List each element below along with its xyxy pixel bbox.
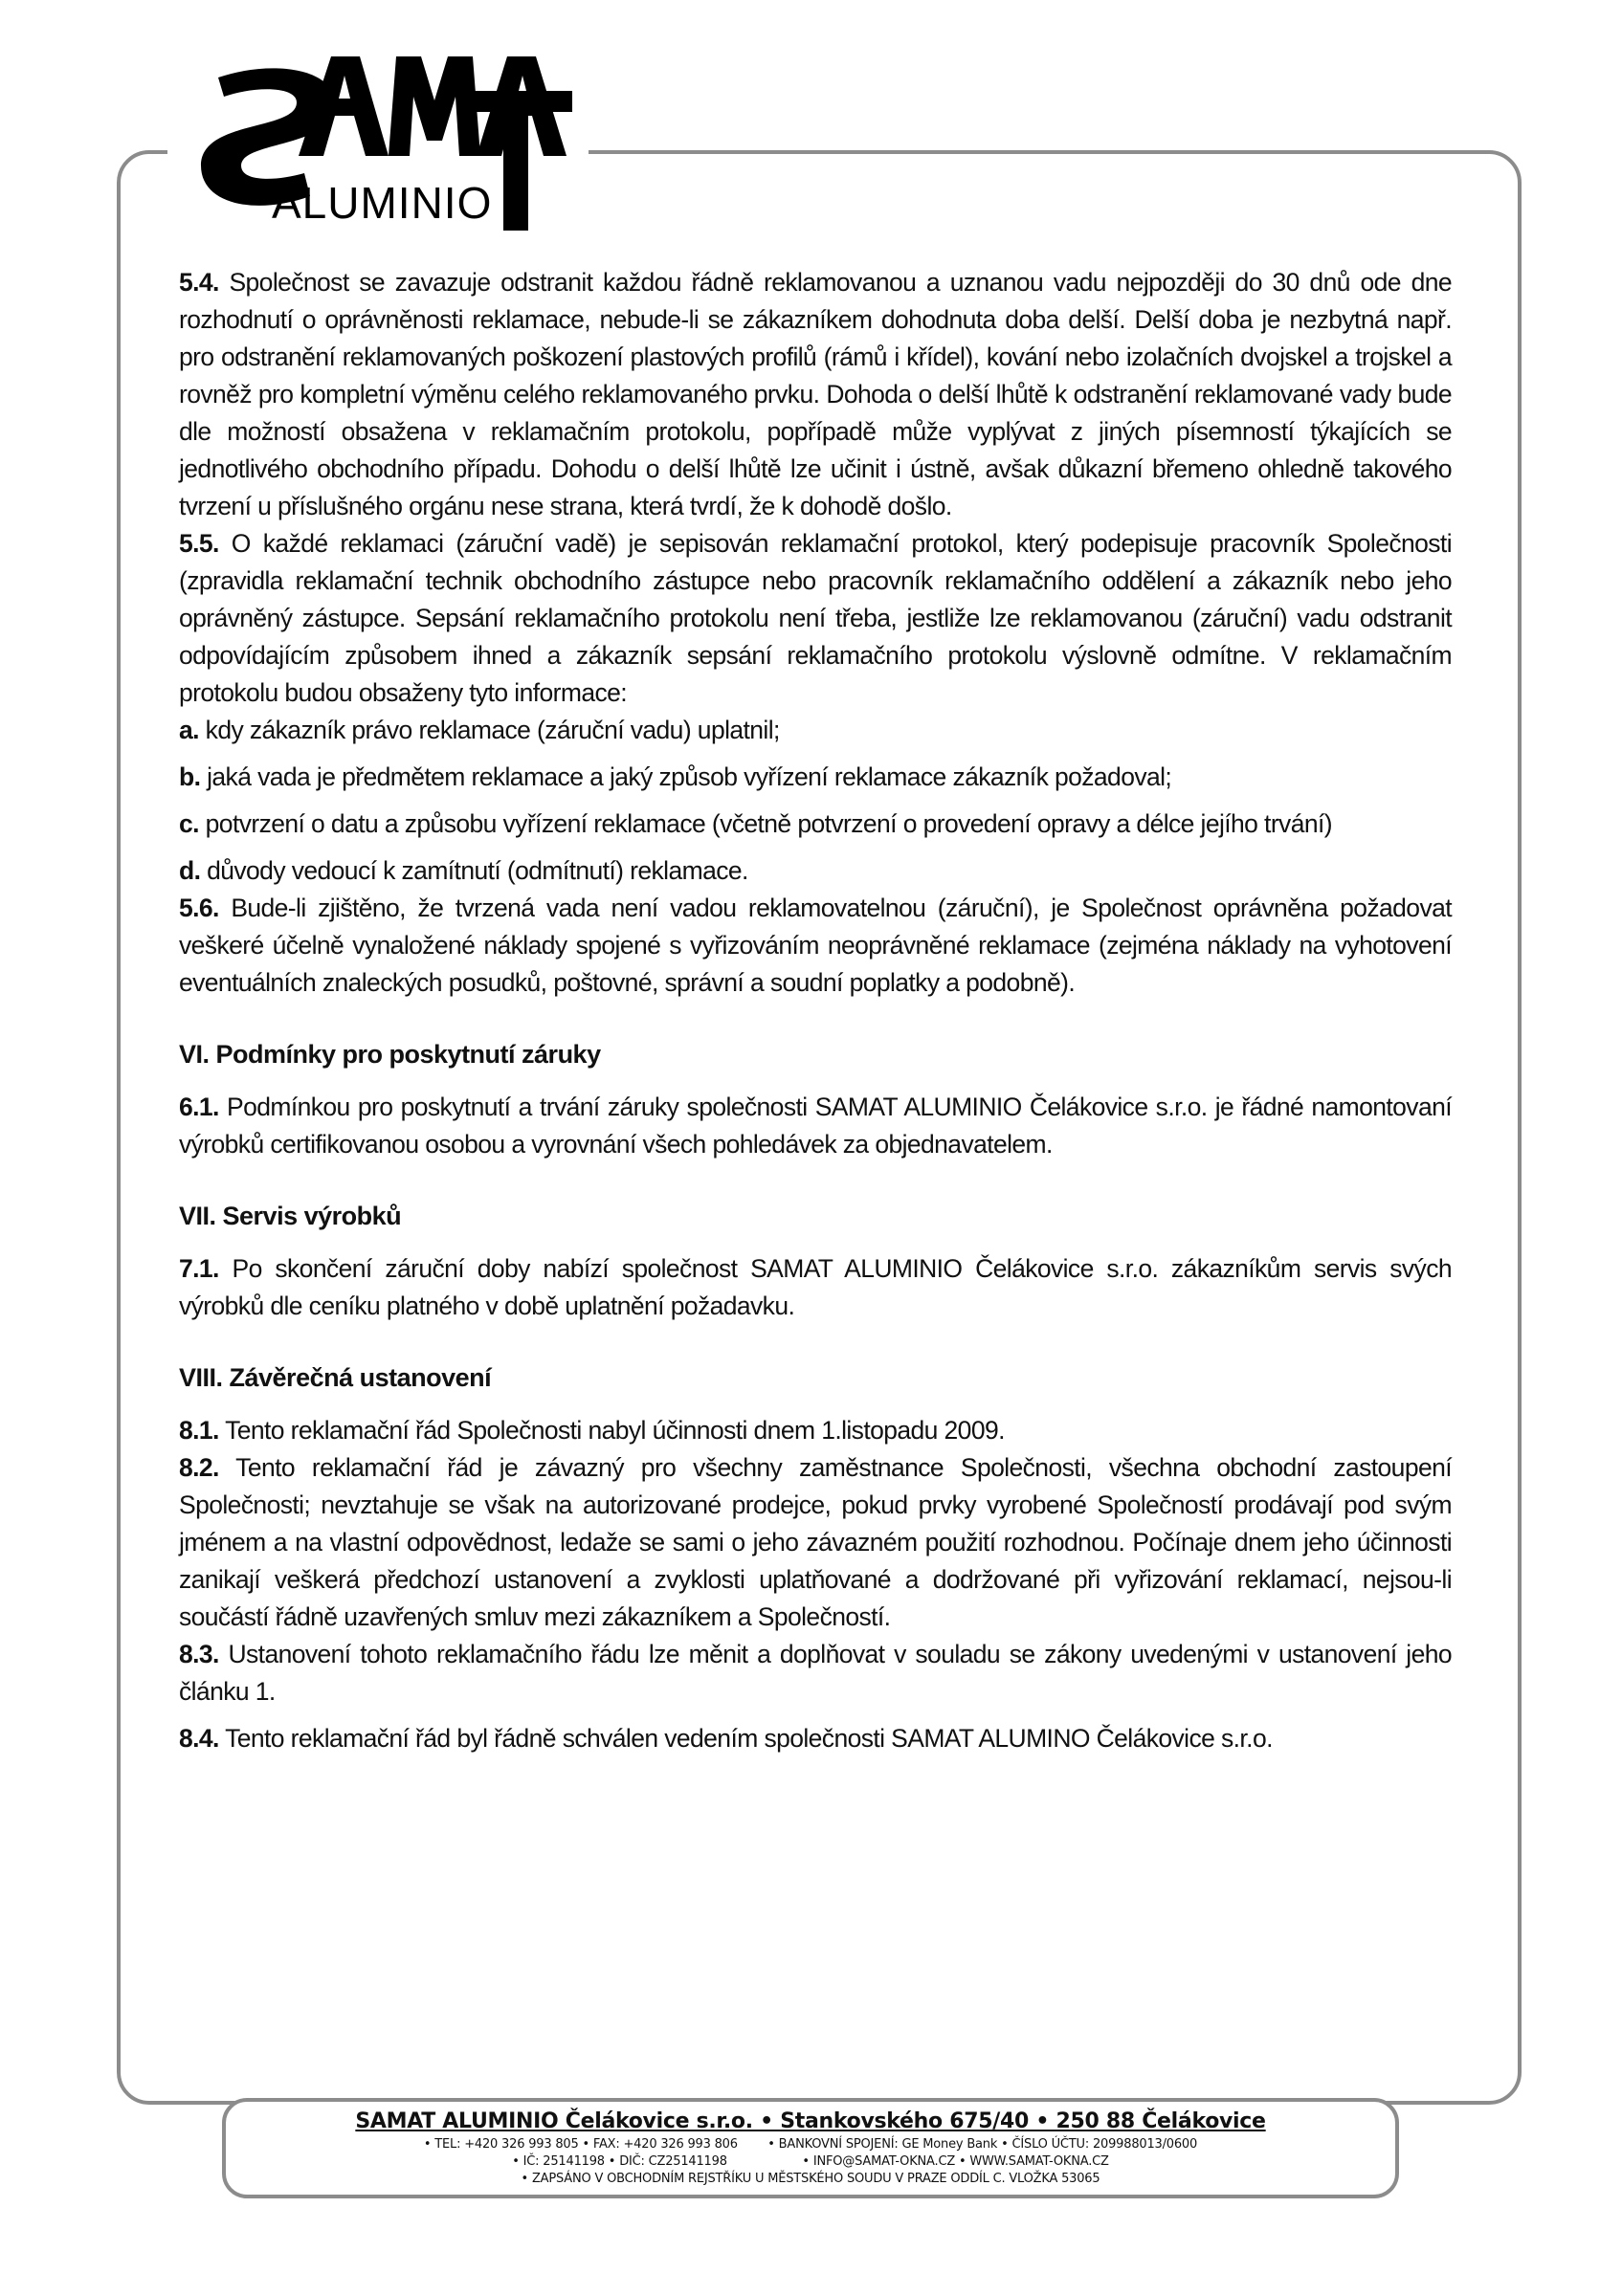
heading-section-7: VII. Servis výrobků [179, 1202, 402, 1230]
section-number: 5.4. [179, 268, 219, 297]
item-text: potvrzení o datu a způsobu vyřízení reklamace (včetně potvrzení o provedení opravy a délce jejího trvání) [198, 809, 1332, 838]
list-item [179, 712, 1452, 749]
item-label: b. [179, 762, 201, 791]
section-8-1 [179, 1412, 1452, 1449]
item-text: důvody vedoucí k zamítnutí (odmítnutí) reklamace. [200, 856, 748, 885]
section-number: 8.1. [179, 1416, 219, 1445]
heading-section-6: VI. Podmínky pro poskytnutí záruky [179, 1040, 601, 1069]
footer-contact: • TEL: +420 326 993 805 • FAX: +420 326 993 806 • BANKOVNÍ SPOJENÍ: GE Money Bank • ČÍSLO ÚČTU: 209988013/0600 [423, 2137, 1198, 2152]
section-number: 8.2. [179, 1453, 219, 1482]
section-7-1 [179, 1250, 1452, 1325]
section-number: 5.5. [179, 529, 219, 558]
footer-registry: • ZAPSÁNO V OBCHODNÍM REJSTŘÍKU U MĚSTSKÉHO SOUDU V PRAZE ODDÍL C. VLOŽKA 53065 [521, 2172, 1100, 2186]
section-5-4 [179, 264, 1452, 525]
logo-subtitle: ALUMINIO [272, 178, 493, 228]
list-item [179, 852, 1452, 890]
footer-ids: • IČ: 25141198 • DIČ: CZ25141198 • INFO@SAMAT-OKNA.CZ • WWW.SAMAT-OKNA.CZ [512, 2154, 1109, 2169]
section-8-4 [179, 1720, 1452, 1757]
section-text: Tento reklamační řád byl řádně schválen vedením společnosti SAMAT ALUMINO Čelákovice s.r.o. [218, 1724, 1273, 1753]
footer-address: SAMAT ALUMINIO Čelákovice s.r.o. • Stankovského 675/40 • 250 88 Čelákovice [355, 2109, 1266, 2133]
section-number: 5.6. [179, 894, 219, 922]
section-text: Podmínkou pro poskytnutí a trvání záruky společnosti SAMAT ALUMINIO Čelákovice s.r.o. je řádné namontovaní výrobků certifikovanou osobou a vyrovnání všech pohledávek za objednavatelem. [179, 1093, 1452, 1159]
section-8-2 [179, 1449, 1452, 1636]
section-6-1 [179, 1089, 1452, 1163]
section-number: 7.1. [179, 1254, 219, 1283]
section-8-3 [179, 1636, 1452, 1711]
item-label: c. [179, 809, 199, 838]
section-text: Ustanovení tohoto reklamačního řádu lze měnit a doplňovat v souladu se zákony uvedenými v ustanovení jeho článku 1. [179, 1640, 1452, 1706]
section-text: Bude-li zjištěno, že tvrzená vada není vadou reklamovatelnou (záruční), je Společnost oprávněna požadovat veškeré účelně vynaložené náklady spojené s vyřizováním neoprávněné reklamace (zejména náklady na vyhotovení eventuálních znaleckých posudků, poštovné, správní a soudní poplatky a podobně). [179, 894, 1452, 997]
company-footer [222, 2098, 1399, 2198]
list-item [179, 759, 1452, 796]
section-text: Po skončení záruční doby nabízí společnost SAMAT ALUMINIO Čelákovice s.r.o. zákazníkům servis svých výrobků dle ceníku platného v době uplatnění požadavku. [179, 1254, 1452, 1320]
heading-section-8: VIII. Závěrečná ustanovení [179, 1363, 492, 1392]
section-text: Tento reklamační řád Společnosti nabyl účinnosti dnem 1.listopadu 2009. [218, 1416, 1005, 1445]
section-5-6 [179, 890, 1452, 1002]
company-logo [191, 53, 574, 234]
section-5-5 [179, 525, 1452, 712]
section-text: Tento reklamační řád je závazný pro všechny zaměstnance Společnosti, všechna obchodní zastoupení Společnosti; nevztahuje se však na autorizované prodejce, pokud prvky vyrobené Společností prodávají pod svým jménem a na vlastní odpovědnost, ledaže se sami o jeho závazném použití rozhodnou. Počínaje dnem jeho účinnosti zanikají veškerá předchozí ustanovení a zvyklosti uplatňované a dodržované při vyřizování reklamací, nejsou-li součástí řádně uzavřených smluv mezi zákazníkem a Společností. [179, 1453, 1452, 1631]
section-number: 8.4. [179, 1724, 219, 1753]
item-label: d. [179, 856, 201, 885]
section-number: 8.3. [179, 1640, 219, 1668]
item-text: jaká vada je předmětem reklamace a jaký způsob vyřízení reklamace zákazník požadoval; [200, 762, 1172, 791]
document-body [179, 264, 1452, 1757]
section-text: O každé reklamaci (záruční vadě) je sepisován reklamační protokol, který podepisuje pracovník Společnosti (zpravidla reklamační technik obchodního zástupce nebo pracovník reklamačního oddělení a zákazník nebo jeho oprávněný zástupce. Sepsání reklamačního protokolu není třeba, jestliže lze reklamovanou (záruční) vadu odstranit odpovídajícím způsobem ihned a zákazník sepsání reklamačního protokolu výslovně odmítne. V reklamačním protokolu budou obsaženy tyto informace: [179, 529, 1452, 707]
section-text: Společnost se zavazuje odstranit každou řádně reklamovanou a uznanou vadu nejpozději do 30 dnů ode dne rozhodnutí o oprávněnosti reklamace, nebude-li se zákazníkem dohodnuta doba delší. Delší doba je nezbytná např. pro odstranění reklamovaných poškození plastových profilů (rámů i křídel), kování nebo izolačních dvojskel a trojskel a rovněž pro kompletní výměnu celého reklamovaného prvku. Dohoda o delší lhůtě k odstranění reklamované vady bude dle možností obsažena v reklamačním protokolu, popřípadě může vyplývat z jiných písemností týkajících se jednotlivého obchodního případu. Dohodu o delší lhůtě lze učinit i ústně, avšak důkazní břemeno ohledně takového tvrzení u příslušného orgánu nese strana, která tvrdí, že k dohodě došlo. [179, 268, 1452, 520]
list-item [179, 806, 1452, 843]
item-text: kdy zákazník právo reklamace (záruční vadu) uplatnil; [198, 716, 780, 744]
item-label: a. [179, 716, 199, 744]
section-number: 6.1. [179, 1093, 219, 1121]
